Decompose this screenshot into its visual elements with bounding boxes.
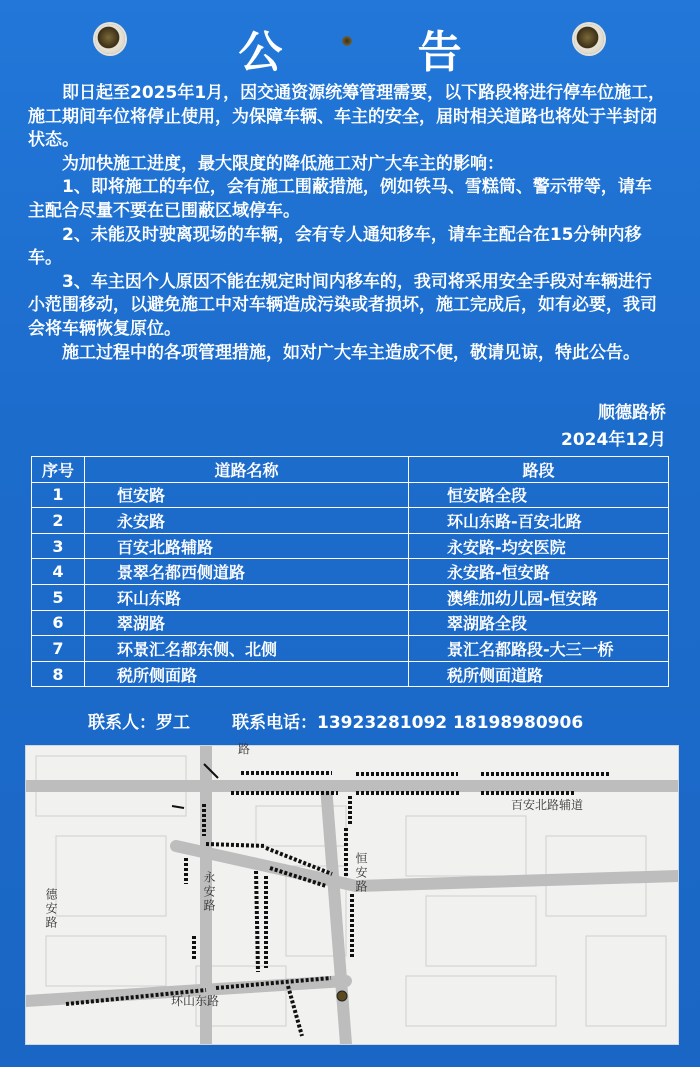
row-index: 4 (32, 559, 85, 585)
table-row (32, 533, 669, 559)
contact-phone: 联系电话：13923281092 18198980906 (232, 713, 584, 733)
row-index: 2 (32, 508, 85, 534)
row-index: 8 (32, 661, 85, 687)
table-row (32, 508, 669, 534)
row-road-name: 永安路 (85, 508, 409, 534)
site-map-drawing (26, 746, 678, 1044)
row-section: 环山东路-百安北路 (409, 508, 669, 534)
site-map (25, 742, 679, 1045)
row-road-name: 翠湖路 (85, 610, 409, 636)
row-road-name: 环景汇名都东侧、北侧 (85, 636, 409, 662)
notice-paragraph: 3、车主因个人原因不能在规定时间内移车的，我司将采用安全手段对车辆进行小范围移动，以避免施工中对车辆造成污染或者损坏，施工完成后，如有必要，我司会将车辆恢复原位。 (28, 271, 657, 339)
row-section: 永安路-均安医院 (409, 533, 669, 559)
notice-body (28, 82, 668, 365)
row-road-name: 百安北路辅路 (85, 533, 409, 559)
notice-paragraph: 即日起至2025年1月，因交通资源统筹管理需要，以下路段将进行停车位施工，施工期间车位将停止使用，为保障车辆、车主的安全，届时相关道路也将处于半封闭状态。 (28, 83, 666, 151)
map-label-top-road: 路 (238, 742, 251, 756)
issue-date: 2024年12月 (561, 430, 666, 450)
row-section: 翠湖路全段 (409, 610, 669, 636)
table-row (32, 661, 669, 687)
map-label-dean: 德安路 (44, 888, 58, 930)
map-label-baian-fudao: 百安北路辅道 (511, 798, 584, 812)
notice-paragraph: 1、即将施工的车位，会有施工围蔽措施，例如铁马、雪糕筒、警示带等，请车主配合尽量不要在已围蔽区域停车。 (28, 177, 652, 221)
table-row (32, 482, 669, 508)
header-section: 路段 (409, 457, 669, 483)
row-road-name: 环山东路 (85, 584, 409, 610)
notice-paragraph: 2、未能及时驶离现场的车辆，会有专人通知移车，请车主配合在15分钟内移车。 (28, 224, 642, 269)
header-index: 序号 (32, 457, 85, 483)
contact-person: 联系人：罗工 (88, 713, 190, 733)
row-road-name: 税所侧面路 (85, 661, 409, 687)
row-section: 恒安路全段 (409, 482, 669, 508)
row-index: 3 (32, 533, 85, 559)
map-label-huanshan: 环山东路 (171, 994, 220, 1008)
row-section: 永安路-恒安路 (409, 559, 669, 585)
row-road-name: 恒安路 (85, 482, 409, 508)
row-road-name: 景翠名都西侧道路 (85, 559, 409, 585)
row-section: 澳维加幼儿园-恒安路 (409, 584, 669, 610)
table-row (32, 610, 669, 636)
map-label-yongan: 永安路 (202, 871, 216, 913)
contact-line (88, 708, 583, 733)
issuing-organization: 顺德路桥 (598, 403, 666, 423)
row-index: 1 (32, 482, 85, 508)
table-row (32, 559, 669, 585)
notice-title: 公 告 (238, 27, 522, 78)
row-section: 景汇名都路段-大三一桥 (409, 636, 669, 662)
table-row (32, 584, 669, 610)
table-row (32, 636, 669, 662)
row-index: 6 (32, 610, 85, 636)
row-section: 税所侧面道路 (409, 661, 669, 687)
road-section-table (31, 456, 669, 687)
notice-paragraph: 为加快施工进度，最大限度的降低施工对广大车主的影响： (62, 153, 504, 174)
map-screw-icon (337, 991, 347, 1001)
row-index: 7 (32, 636, 85, 662)
table-header-row (32, 457, 669, 483)
map-label-hengan: 恒安路 (354, 852, 368, 894)
notice-paragraph: 施工过程中的各项管理措施，如对广大车主造成不便，敬请见谅，特此公告。 (62, 342, 640, 363)
row-index: 5 (32, 584, 85, 610)
header-road-name: 道路名称 (85, 457, 409, 483)
